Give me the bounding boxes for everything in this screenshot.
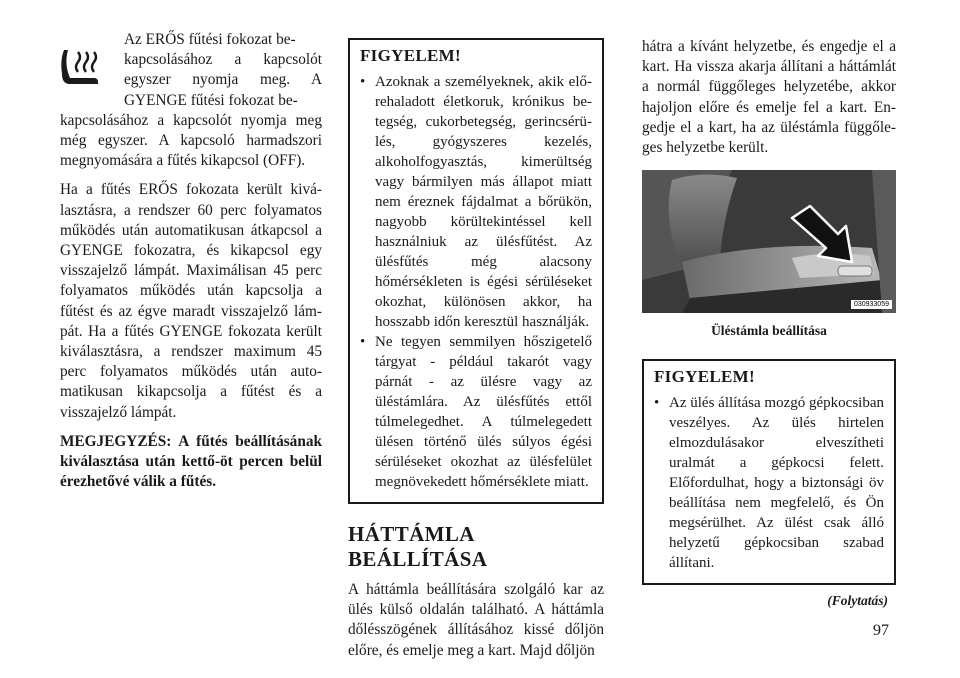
- note-paragraph: MEGJEGYZÉS: A fűtés beállításának kiválasztása után kettő-öt percen belül érezhetővé válik a fűtés.: [60, 432, 322, 491]
- intro-block: [60, 30, 322, 171]
- warning-list: [360, 72, 592, 492]
- warning-item-text: • Az ülés állítása mozgó gépkocsiban veszélyes. Az ülés hirtelen elmozdulásakor elveszítheti uralmát a gépkocsi felett. Előfordulhat, hogy a biztonsági öv beállítása nem megfelelő, és Ön megsérülhet. Az ülést csak álló helyzetű gépkocsiban szabad állítani.: [669, 395, 884, 572]
- photo-code: 030933059: [851, 300, 892, 309]
- section-text: A háttámla beállítására szolgáló kar az ülés külső oldalán található. A háttámla dőlésszögének állításához kissé dőljön előre, és emelje meg a kart. Majd dőljön: [348, 581, 604, 659]
- paragraph-auto-off: Ha a fűtés ERŐS fokozata került kiválasztásra, a rendszer 60 perc folyamatos működés után automatikusan átkapcsol a GYENGE fokozatra, és kikapcsol egy visszajelző lámpát. Maximálisan 45 perc folyamatos működés után kapcsolja a fűtést és az égve maradt visszajelző lámpát. Ha a fűtés GYENGE fokozata került kiválasztásra, a rendszer maximum 45 perc folyamatos működés után automatikusan kikapcsolja a fűtést és a visszajelző lámpát.: [60, 181, 322, 421]
- continued-label: (Folytatás): [827, 593, 888, 609]
- intro-line-4: GYENGE fűtési fokozat be-: [124, 91, 298, 109]
- seat-heater-icon: [60, 44, 110, 88]
- warning-box-heater: [348, 38, 604, 504]
- warning-item: [654, 393, 884, 573]
- intro-line-3: egyszer nyomja meg. A: [124, 71, 322, 89]
- seat-photo: [642, 170, 896, 313]
- recline-text: hátra a kívánt helyzetbe, és engedje el a kart. Ha vissza akarja állítani a háttámlát a normál függőleges helyzetébe, akkor hajoljon előre és emelje fel a kart. Engedje el a kart, ha az üléstámla függőleges helyzetbe került.: [642, 38, 896, 157]
- column-left: [60, 30, 322, 492]
- photo-caption: Üléstámla beállítása: [711, 323, 827, 339]
- page-number: 97: [873, 622, 889, 639]
- column-middle: [348, 0, 604, 661]
- warning-item-text: • Ne tegyen semmilyen hőszigetelő tárgyat - például takarót vagy párnát - az ülésre vagy az üléstámlára. Az ülésfűtés ettől túlmelegedhet. A túlmelegedett ülésen történő ülés súlyos égési sérüléseket okozhat az ülésfelület megnövekedett hőmérséklete miatt.: [375, 334, 592, 490]
- warning-item: [360, 72, 592, 332]
- warning-item-text: • Azoknak a személyeknek, akik előrehaladott életkoruk, krónikus betegség, cukorbetegség, gerincsérülés, gyógyszeres kezelés, alkoholfogyasztás, kimerültség vagy bármilyen más állapot miatt nem éreznek fájdalmat a bőrükön, nagyobb körültekintéssel kell használniuk az ülésfűtést. Az ülésfűtés még alacsony hőmérsékleten is égési sérüléseket okozhat, különösen akkor, ha hosszabb időn keresztül használják.: [375, 74, 592, 330]
- intro-line-1: Az ERŐS fűtési fokozat be-: [124, 31, 296, 48]
- intro-rest: kapcsolásához a kapcsolót nyomja meg még egyszer. A kapcsoló harmadszori megnyomására a fűtés kikapcsol (OFF).: [60, 111, 322, 170]
- intro-line-2: kapcsolásához a kapcsolót: [124, 51, 322, 69]
- seat-illustration: [642, 170, 896, 313]
- warning-item: [360, 332, 592, 492]
- column-right: [642, 37, 896, 609]
- warning-list: [654, 393, 884, 573]
- warning-title: FIGYELEM!: [654, 367, 755, 387]
- warning-box-seat: [642, 359, 896, 585]
- section-title: HÁTTÁMLA BEÁLLÍTÁSA: [348, 522, 488, 571]
- warning-title: FIGYELEM!: [360, 46, 461, 65]
